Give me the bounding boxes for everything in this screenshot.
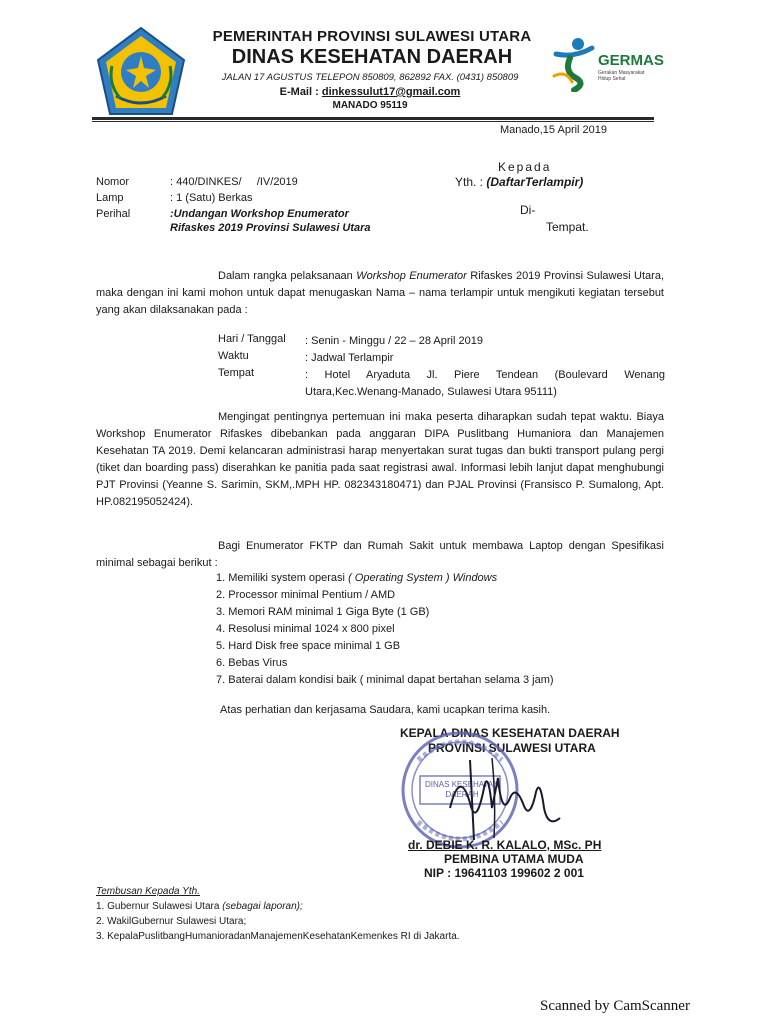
list-item: 1. Gubernur Sulawesi Utara (sebagai laporan); bbox=[96, 901, 303, 912]
tempat-value: : Hotel Aryaduta Jl. Piere Tendean (Boulevard Wenang Utara,Kec.Wenang-Manado, Sulawesi Utara 95111) bbox=[305, 369, 665, 398]
list-item: 2. WakilGubernur Sulawesi Utara; bbox=[96, 916, 247, 927]
hari-value: : Senin - Minggu / 22 – 28 April 2019 bbox=[305, 335, 483, 347]
yth-value: (DaftarTerlampir) bbox=[486, 175, 584, 189]
closing-text: Atas perhatian dan kerjasama Saudara, kami ucapkan terima kasih. bbox=[220, 704, 551, 716]
perihal-value-1: :Undangan Workshop Enumerator bbox=[170, 208, 349, 220]
lamp-label: Lamp bbox=[96, 192, 124, 204]
recipient-yth bbox=[455, 175, 583, 189]
tempat-label: Tempat bbox=[218, 367, 255, 379]
paragraph-intro bbox=[96, 268, 664, 319]
germas-tagline: Gerakan Masyarakat Hidup Sehat bbox=[598, 70, 645, 82]
list-item: 6. Bebas Virus bbox=[216, 657, 288, 669]
list-item: 5. Hard Disk free space minimal 1 GB bbox=[216, 640, 401, 652]
recipient-kepada: Kepada bbox=[498, 160, 552, 174]
waktu-value: : Jadwal Terlampir bbox=[305, 352, 394, 364]
list-item: 4. Resolusi minimal 1024 x 800 pixel bbox=[216, 623, 395, 635]
email-link[interactable]: dinkessulut17@gmail.com bbox=[321, 86, 461, 98]
perihal-value-2: Rifaskes 2019 Provinsi Sulawesi Utara bbox=[170, 222, 371, 234]
intro-text-a: Dalam rangka pelaksanaan bbox=[218, 270, 357, 282]
hari-label: Hari / Tanggal bbox=[218, 333, 286, 345]
perihal-label: Perihal bbox=[96, 208, 131, 220]
provincial-crest-icon bbox=[94, 26, 188, 118]
nomor-value: : 440/DINKES/ /IV/2019 bbox=[170, 176, 298, 188]
list-item: 7. Baterai dalam kondisi baik ( minimal dapat bertahan selama 3 jam) bbox=[216, 674, 554, 686]
letterhead-line1: PEMERINTAH PROVINSI SULAWESI UTARA bbox=[212, 28, 532, 45]
nomor-label: Nomor bbox=[96, 176, 130, 188]
signatory-rank: PEMBINA UTAMA MUDA bbox=[444, 852, 584, 866]
recipient-di: Di- bbox=[520, 203, 536, 217]
stamp-text: DINAS KESEHATAN DAERAH bbox=[425, 780, 499, 799]
letterhead-rule-thin bbox=[92, 121, 654, 122]
germas-logo-text: GERMAS bbox=[598, 52, 664, 69]
letterhead-line2: DINAS KESEHATAN DAERAH bbox=[231, 46, 513, 68]
signatory-title-2: PROVINSI SULAWESI UTARA bbox=[428, 741, 596, 755]
letter-date: Manado,15 April 2019 bbox=[500, 124, 608, 136]
lamp-value: : 1 (Satu) Berkas bbox=[170, 192, 253, 204]
tembusan-heading: Tembusan Kepada Yth. bbox=[96, 886, 200, 897]
camscanner-watermark: Scanned by CamScanner bbox=[540, 998, 690, 1014]
letterhead-address: JALAN 17 AGUSTUS TELEPON 850809, 862892 FAX. (0431) 850809 bbox=[221, 72, 519, 83]
list-item: 3. Memori RAM minimal 1 Giga Byte (1 GB) bbox=[216, 606, 430, 618]
germas-logo-icon bbox=[548, 36, 598, 92]
intro-text-italic: Workshop Enumerator bbox=[356, 270, 467, 282]
waktu-label: Waktu bbox=[218, 350, 249, 362]
list-item: 2. Processor minimal Pentium / AMD bbox=[216, 589, 396, 601]
letterhead-city-zip: MANADO 95119 bbox=[332, 100, 408, 111]
paragraph-details: Mengingat pentingnya pertemuan ini maka peserta diharapkan sudah tepat waktu. Biaya Workshop Enumerator Rifaskes dibebankan pada anggaran DIPA Puslitbang Humaniora dan Manajemen Kesehatan TA 2019. Demi kelancaran administrasi harap menyertakan surat tugas dan bukti transport pulang pergi (tiket dan boarding pass) diserahkan ke panitia pada saat registrasi awal. Informasi lebih lanjut dapat menghubungi PJT Provinsi (Yeanne S. Sarimin, SKM,.MPH HP. 082343180471) dan PJAL Provinsi (Fransisco P. Sumalong, Apt. HP.082195052424). bbox=[96, 411, 664, 508]
recipient-tempat: Tempat. bbox=[546, 220, 589, 234]
list-item: 1. Memiliki system operasi ( Operating System ) Windows bbox=[216, 572, 498, 584]
email-label: E-Mail : bbox=[279, 86, 319, 98]
letterhead-email-line bbox=[205, 86, 535, 98]
paragraph-laptop: Bagi Enumerator FKTP dan Rumah Sakit untuk membawa Laptop dengan Spesifikasi minimal sebagai berikut : bbox=[96, 540, 664, 569]
yth-label: Yth. : bbox=[455, 175, 484, 189]
signatory-name: dr. DEBIE K. R. KALALO, MSc. PH bbox=[408, 838, 602, 852]
list-item: 3. KepalaPuslitbangHumanioradanManajemenKesehatanKemenkes RI di Jakarta. bbox=[96, 931, 460, 942]
intro-text-b: Rifaskes 2019 Provinsi Sulawesi Utara, maka dengan ini kami mohon untuk dapat menugaskan Nama – nama terlampir untuk mengikuti kegiatan tersebut yang akan dilaksanakan pada : bbox=[96, 270, 664, 316]
signatory-nip: NIP : 19641103 199602 2 001 bbox=[424, 866, 584, 880]
letterhead-rule-thick bbox=[92, 117, 654, 120]
signatory-title-1: KEPALA DINAS KESEHATAN DAERAH bbox=[400, 726, 620, 740]
handwritten-signature bbox=[440, 748, 570, 848]
